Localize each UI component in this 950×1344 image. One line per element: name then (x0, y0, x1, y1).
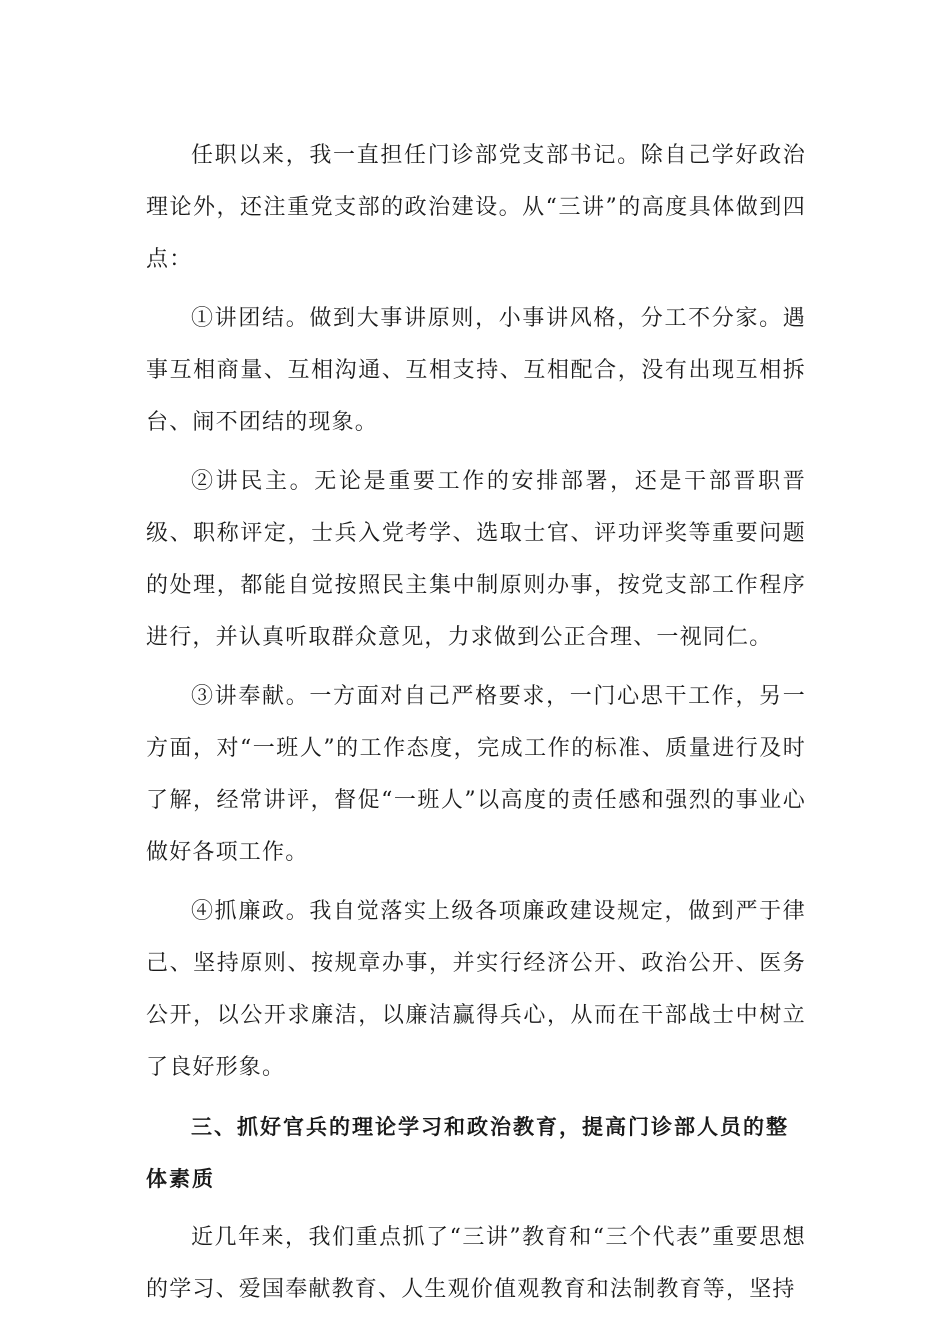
paragraph-dedication: ③讲奉献。一方面对自己严格要求，一门心思干工作，另一方面，对“一班人”的工作态度，完成工作的标准、质量进行及时了解，经常讲评，督促“一班人”以高度的责任感和强烈的事业心做好各项工作。 (146, 684, 806, 865)
paragraph-closing: 近几年来，我们重点抓了“三讲”教育和“三个代表”重要思想的学习、爱国奉献教育、人生观价值观教育和法制教育等，坚持 (146, 1225, 806, 1302)
paragraph-democracy: ②讲民主。无论是重要工作的安排部署，还是干部晋职晋级、职称评定，士兵入党考学、选取士官、评功评奖等重要问题的处理，都能自觉按照民主集中制原则办事，按党支部工作程序进行，并认真听取群众意见，力求做到公正合理、一视同仁。 (146, 469, 806, 650)
paragraph-integrity: ④抓廉政。我自觉落实上级各项廉政建设规定，做到严于律己、坚持原则、按规章办事，并实行经济公开、政治公开、医务公开，以公开求廉洁，以廉洁赢得兵心，从而在干部战士中树立了良好形象。 (146, 899, 806, 1080)
document-body (146, 130, 806, 1323)
section-heading: 三、抓好官兵的理论学习和政治教育，提高门诊部人员的整体素质 (146, 1115, 789, 1191)
paragraph-unity: ①讲团结。做到大事讲原则，小事讲风格，分工不分家。遇事互相商量、互相沟通、互相支持、互相配合，没有出现互相拆台、闹不团结的现象。 (146, 306, 806, 435)
paragraph-intro: 任职以来，我一直担任门诊部党支部书记。除自己学好政治理论外，还注重党支部的政治建设。从“三讲”的高度具体做到四点： (146, 143, 806, 272)
